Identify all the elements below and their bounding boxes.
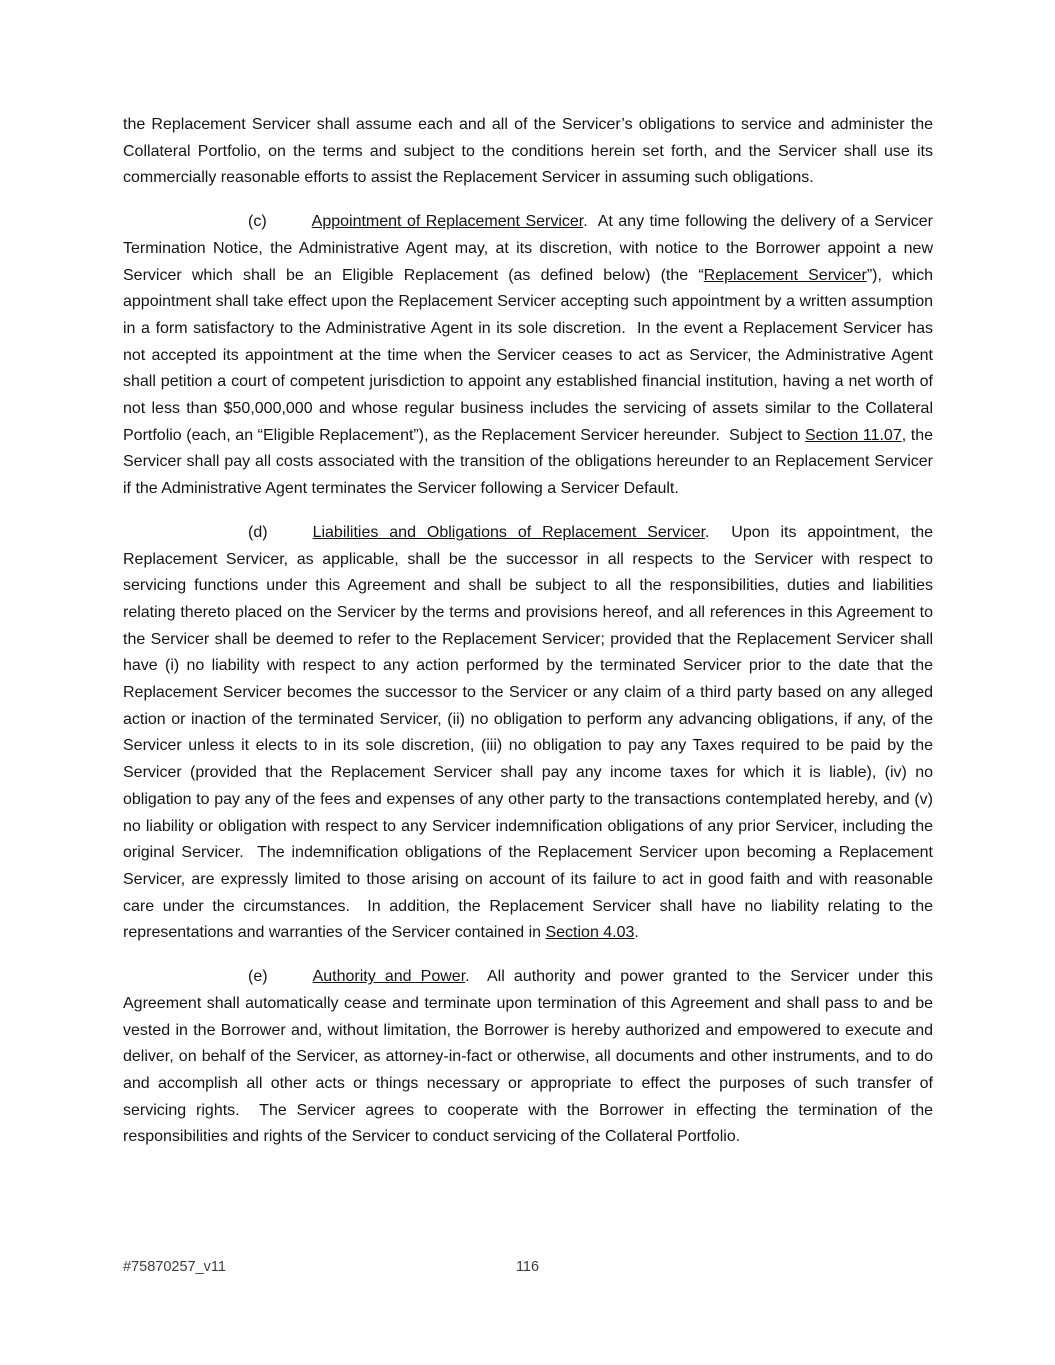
clause-heading: Authority and Power [312,968,466,986]
document-body [123,112,938,1168]
paragraph-text: ”), which appointment shall take effect upon the Replacement Servicer accepting such appointment by a written assumption in a form satisfactory to the Administrative Agent in its sole discretion. In the event a Replacement Servicer has not accepted its appointment at the time when the Servicer ceases to act as Servicer, the Administrative Agent shall petition a court of competent jurisdiction to appoint any established financial institution, having a net worth of not less than $50,000,000 and whose regular business includes the servicing of assets similar to the Collateral Portfolio (each, an “Eligible Replacement”), as the Replacement Servicer hereunder. Subject to [123,266,938,444]
paragraph-text: the Replacement Servicer shall assume each and all of the Servicer’s obligations to service and administer the Collateral Portfolio, on the terms and subject to the conditions herein set forth, and the Servicer shall use its commercially reasonable efforts to assist the Replacement Servicer in assuming such obligations. [123,116,938,187]
paragraph-label: (e) [248,968,268,986]
clause-heading: Appointment of Replacement Servicer [311,213,584,231]
paragraph-label: (d) [248,523,268,541]
page-footer [0,1259,1055,1275]
paragraph-text: . At any time following the delivery of a Servicer Termination Notice, the Administrative Agent may, at its discretion, with notice to the Borrower appoint a new Servicer which shall be an Eligible Replacement (as defined below) (the “ [123,213,938,284]
paragraph [123,964,938,1151]
defined-term: Replacement Servicer [703,266,867,284]
footer-document-id: #75870257_v11 [123,1259,226,1275]
paragraph-text: , the Servicer shall pay all costs associated with the transition of the obligations hereunder to an Replacement Servicer if the Administrative Agent terminates the Servicer following a Servicer Default. [123,426,938,498]
footer-page-number: 116 [515,1259,540,1275]
section-reference: Section 11.07 [804,426,902,444]
paragraph-label: (c) [248,213,267,231]
clause-heading: Liabilities and Obligations of Replacement Servicer [312,523,706,541]
paragraph [123,209,938,503]
paragraph [123,520,938,947]
section-reference: Section 4.03 [545,924,635,942]
paragraph-text: . All authority and power granted to the Servicer under this Agreement shall automatically cease and terminate upon termination of this Agreement and shall pass to and be vested in the Borrower and, without limitation, the Borrower is hereby authorized and empowered to execute and deliver, on behalf of the Servicer, as attorney-in-fact or otherwise, all documents and other instruments, and to do and accomplish all other acts or things necessary or appropriate to effect the purposes of such transfer of servicing rights. The Servicer agrees to cooperate with the Borrower in effecting the termination of the responsibilities and rights of the Servicer to conduct servicing of the Collateral Portfolio. [123,968,938,1146]
paragraph-text: . [634,924,639,942]
paragraph-text: . Upon its appointment, the Replacement Servicer, as applicable, shall be the successor in all respects to the Servicer with respect to servicing functions under this Agreement and shall be subject to all the responsibilities, duties and liabilities relating thereto placed on the Servicer by the terms and provisions hereof, and all references in this Agreement to the Servicer shall be deemed to refer to the Replacement Servicer; provided that the Replacement Servicer shall have (i) no liability with respect to any action performed by the terminated Servicer prior to the date that the Replacement Servicer becomes the successor to the Servicer or any claim of a third party based on any alleged action or inaction of the terminated Servicer, (ii) no obligation to perform any advancing obligations, if any, of the Servicer unless it elects to in its sole discretion, (iii) no obligation to pay any Taxes required to be paid by the Servicer (provided that the Replacement Servicer shall pay any income taxes for which it is liable), (iv) no obligation to pay any of the fees and expenses of any other party to the transactions contemplated hereby, and (v) no liability or obligation with respect to any Servicer indemnification obligations of any prior Servicer, including the original Servicer. The indemnification obligations of the Replacement Servicer upon becoming a Replacement Servicer, are expressly limited to those arising on account of its failure to act in good faith and with reasonable care under the circumstances. In addition, the Replacement Servicer shall have no liability relating to the representations and warranties of the Servicer contained in [123,523,938,942]
paragraph [123,112,938,192]
